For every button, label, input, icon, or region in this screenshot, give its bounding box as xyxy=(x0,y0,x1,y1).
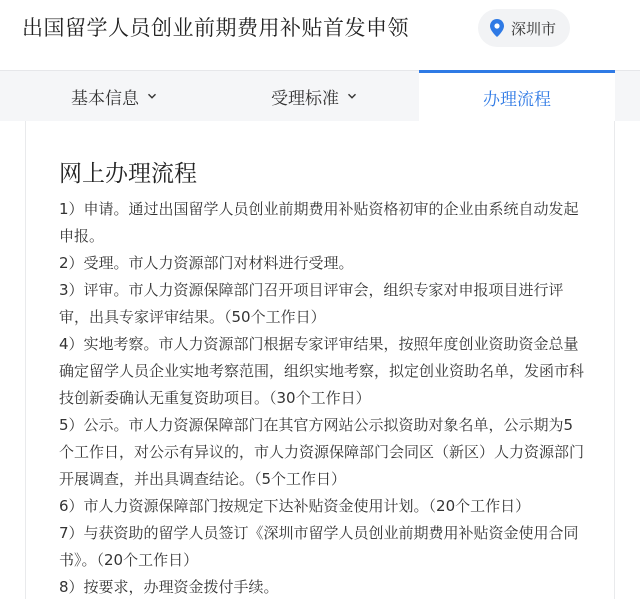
process-step: 8）按要求，办理资金拨付手续。 xyxy=(59,578,279,596)
chevron-down-icon xyxy=(147,91,157,101)
tab-label: 受理标准 xyxy=(271,88,339,109)
page-header xyxy=(0,0,640,56)
process-step: 4）实地考察。市人力资源部门根据专家评审结果，按照年度创业资助资金总量确定留学人员企业实地考察范围，组织实地考察，拟定创业资助名单，发函市科技创新委确认无重复资助项目。（30个工作日） xyxy=(59,335,585,407)
tab-process[interactable] xyxy=(419,70,615,121)
city-label: 深圳市 xyxy=(511,19,557,38)
process-step: 3）评审。市人力资源保障部门召开项目评审会，组织专家对申报项目进行评审，出具专家评审结果。（50个工作日） xyxy=(59,281,564,326)
process-steps-list xyxy=(59,196,587,601)
tab-acceptance-criteria[interactable] xyxy=(224,71,404,121)
process-step: 7）与获资助的留学人员签订《深圳市留学人员创业前期费用补贴资金使用合同书》。（20个工作日） xyxy=(59,524,579,569)
section-title: 网上办理流程 xyxy=(59,161,197,187)
process-panel xyxy=(25,121,615,599)
process-step: 5）公示。市人力资源保障部门在其官方网站公示拟资助对象名单，公示期为5个工作日，对公示有异议的，市人力资源保障部门会同区（新区）人力资源部门开展调查，并出具调查结论。（5个工作日） xyxy=(59,416,585,488)
chevron-down-icon xyxy=(347,91,357,101)
city-selector[interactable] xyxy=(478,9,570,47)
location-pin-icon xyxy=(490,19,504,37)
tab-label: 办理流程 xyxy=(483,89,551,110)
process-step: 1）申请。通过出国留学人员创业前期费用补贴资格初审的企业由系统自动发起申报。 xyxy=(59,200,579,245)
process-step: 6）市人力资源保障部门按规定下达补贴资金使用计划。（20个工作日） xyxy=(59,497,531,515)
tab-bar xyxy=(0,70,640,121)
tab-basic-info[interactable] xyxy=(24,71,204,121)
process-step: 2）受理。市人力资源部门对材料进行受理。 xyxy=(59,254,354,272)
page-title: 出国留学人员创业前期费用补贴首发申领 xyxy=(22,16,409,40)
tab-label: 基本信息 xyxy=(71,88,139,109)
